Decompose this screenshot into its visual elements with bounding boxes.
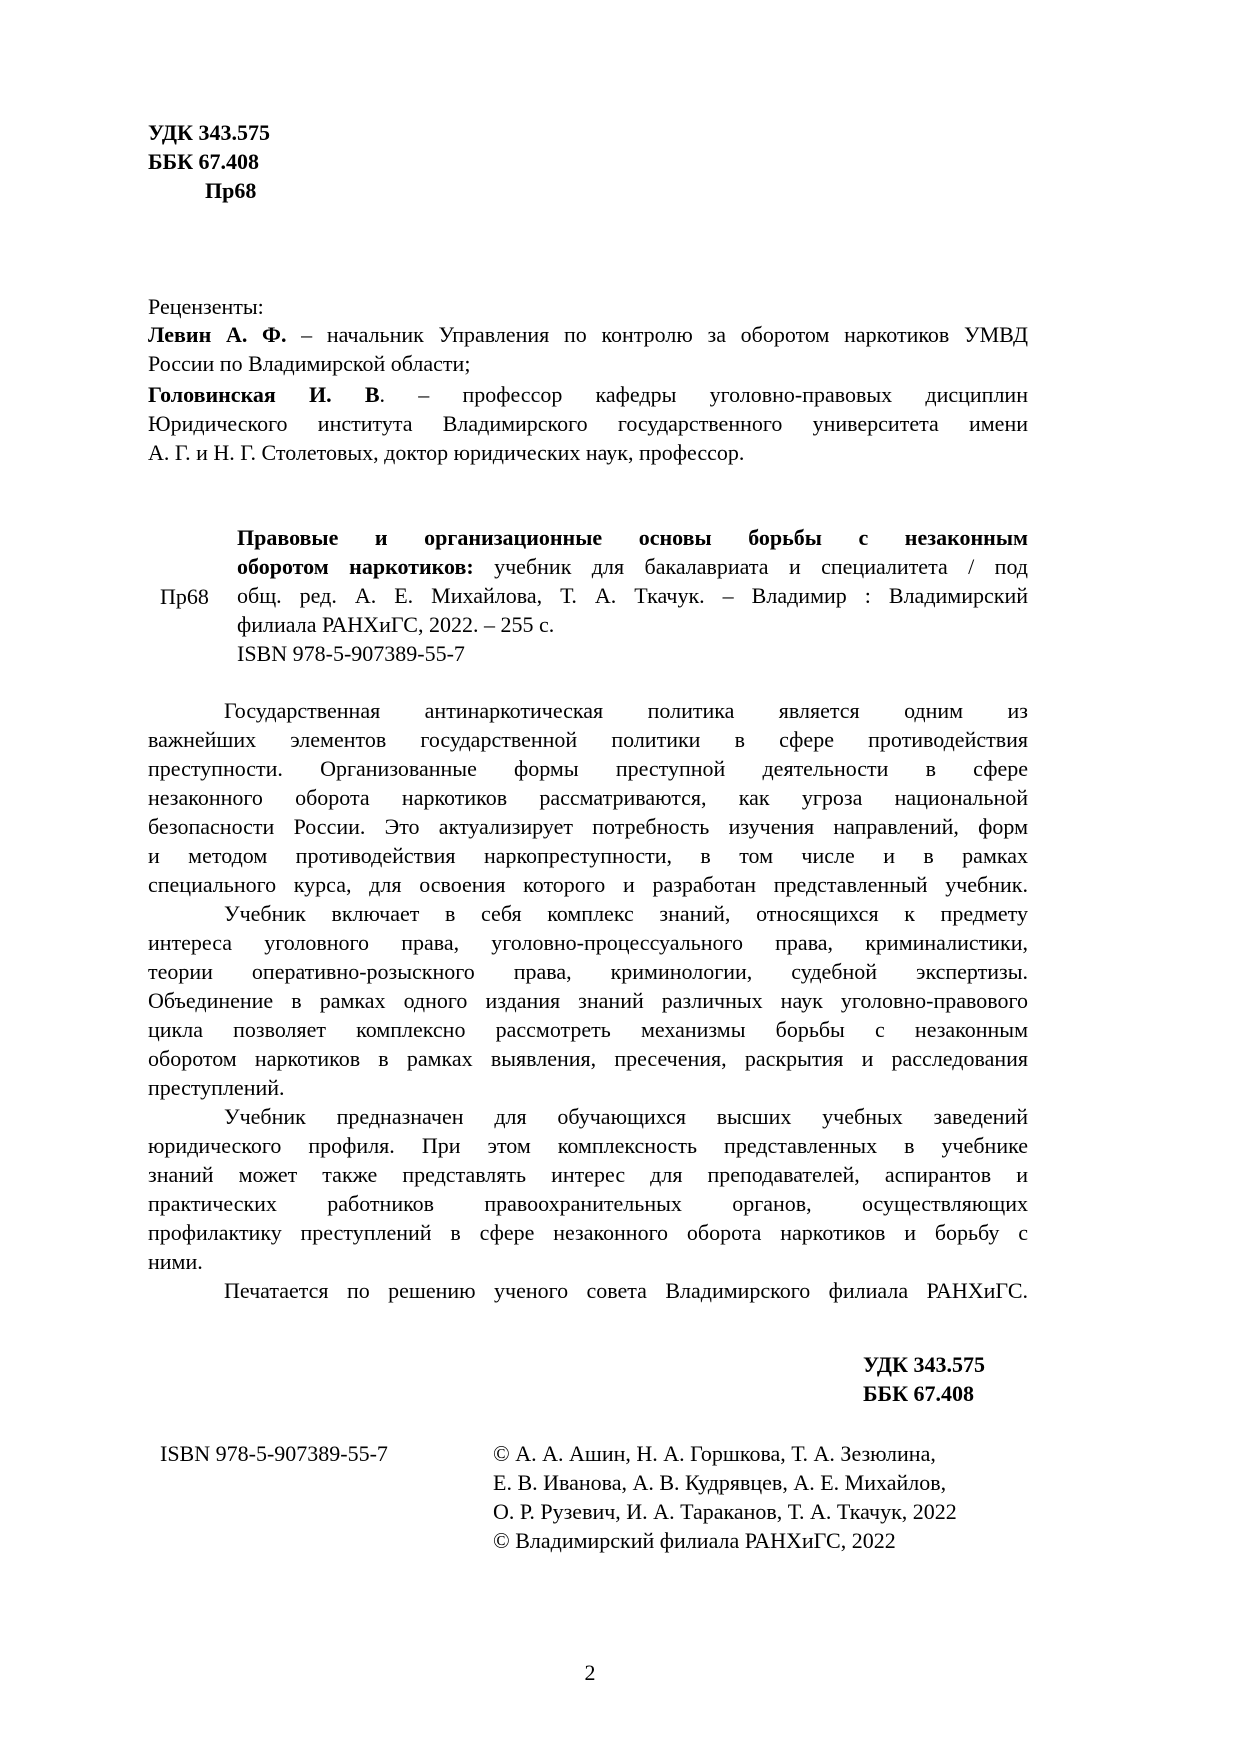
p3-line: ними.	[148, 1249, 203, 1274]
p1-line: незаконного оборота наркотиков рассматриваются, как угроза национальной	[148, 785, 1028, 810]
p1-line: Государственная антинаркотическая политика является одним из	[224, 698, 1028, 723]
p2-line: интереса уголовного права, уголовно-процессуального права, криминалистики,	[148, 930, 1028, 955]
p2-line: теории оперативно-розыскного права, криминологии, судебной экспертизы.	[148, 959, 1028, 984]
p2-line: оборотом наркотиков в рамках выявления, пресечения, раскрытия и расследования	[148, 1046, 1028, 1071]
udk-bottom: УДК 343.575	[863, 1352, 986, 1377]
page-number: 2	[584, 1660, 596, 1685]
reviewers-block	[148, 320, 1028, 467]
abstract-paragraph-1	[148, 696, 1028, 899]
catalog-isbn: ISBN 978-5-907389-55-7	[237, 641, 465, 666]
copyright-line: © А. А. Ашин, Н. А. Горшкова, Т. А. Зезюлина,	[493, 1441, 936, 1466]
p1-line: и методом противодействия наркопреступности, в том числе и в рамках	[148, 843, 1028, 868]
p1-line: специального курса, для освоения которого и разработан представленный учебник.	[148, 872, 1028, 897]
catalog-title-line-1: Правовые и организационные основы борьбы с незаконным	[237, 525, 1028, 550]
reviewer-2-line-3: А. Г. и Н. Г. Столетовых, доктор юридических наук, профессор.	[148, 440, 745, 465]
catalog-title-rest: учебник для бакалавриата и специалитета / под	[473, 554, 1029, 579]
catalog-entry	[237, 523, 1028, 668]
p2-line: цикла позволяет комплексно рассмотреть механизмы борьбы с незаконным	[148, 1017, 1028, 1042]
isbn-bottom: ISBN 978-5-907389-55-7	[160, 1441, 388, 1466]
reviewer-2-name: Головинская И. В	[148, 382, 380, 407]
p3-line: Учебник предназначен для обучающихся высших учебных заведений	[224, 1104, 1028, 1129]
copyright-line: Е. В. Иванова, А. В. Кудрявцев, А. Е. Михайлов,	[493, 1470, 947, 1495]
reviewer-1-name: Левин А. Ф.	[148, 322, 287, 347]
catalog-title-bold: оборотом наркотиков:	[237, 554, 474, 579]
udk-top: УДК 343.575	[148, 120, 271, 145]
reviewer-1-line-2: России по Владимирской области;	[148, 351, 471, 376]
p1-line: преступности. Организованные формы преступной деятельности в сфере	[148, 756, 1028, 781]
p3-line: практических работников правоохранительных органов, осуществляющих	[148, 1191, 1028, 1216]
bbk-top: ББК 67.408	[148, 149, 260, 174]
copyright-line: О. Р. Рузевич, И. А. Тараканов, Т. А. Ткачук, 2022	[493, 1499, 957, 1524]
copyright-line: © Владимирский филиала РАНХиГС, 2022	[493, 1528, 896, 1553]
p2-line: Объединение в рамках одного издания знаний различных наук уголовно-правового	[148, 988, 1028, 1013]
abstract-paragraph-4	[148, 1276, 1028, 1305]
copyright-block	[493, 1439, 1028, 1555]
abstract-paragraph-2	[148, 899, 1028, 1102]
reviewer-2-role: . – профессор кафедры уголовно-правовых дисциплин	[379, 382, 1028, 407]
catalog-title-line-2	[237, 552, 1028, 581]
author-code-top: Пр68	[205, 178, 257, 203]
catalog-code: Пр68	[160, 584, 209, 609]
p3-line: юридического профиля. При этом комплексность представленных в учебнике	[148, 1133, 1028, 1158]
p4-line: Печатается по решению ученого совета Владимирского филиала РАНХиГС.	[224, 1278, 1028, 1303]
p3-line: профилактику преступлений в сфере незаконного оборота наркотиков и борьбу с	[148, 1220, 1028, 1245]
abstract-paragraph-3	[148, 1102, 1028, 1276]
reviewer-1-role: – начальник Управления по контролю за оборотом наркотиков УМВД	[286, 322, 1028, 347]
reviewer-1-line-1	[148, 320, 1028, 349]
p2-line: Учебник включает в себя комплекс знаний, относящихся к предмету	[224, 901, 1028, 926]
catalog-line-4: филиала РАНХиГС, 2022. – 255 с.	[237, 612, 555, 637]
catalog-line-3: общ. ред. А. Е. Михайлова, Т. А. Ткачук. – Владимир : Владимирский	[237, 583, 1028, 608]
bbk-bottom: ББК 67.408	[863, 1381, 975, 1406]
reviewer-2-line-1	[148, 380, 1028, 409]
abstract	[148, 696, 1028, 1305]
reviewers-heading: Рецензенты:	[148, 294, 264, 319]
reviewer-2-line-2: Юридического института Владимирского государственного университета имени	[148, 411, 1028, 436]
p1-line: безопасности России. Это актуализирует потребность изучения направлений, форм	[148, 814, 1028, 839]
p3-line: знаний может также представлять интерес для преподавателей, аспирантов и	[148, 1162, 1028, 1187]
p2-line: преступлений.	[148, 1075, 285, 1100]
p1-line: важнейших элементов государственной политики в сфере противодействия	[148, 727, 1028, 752]
